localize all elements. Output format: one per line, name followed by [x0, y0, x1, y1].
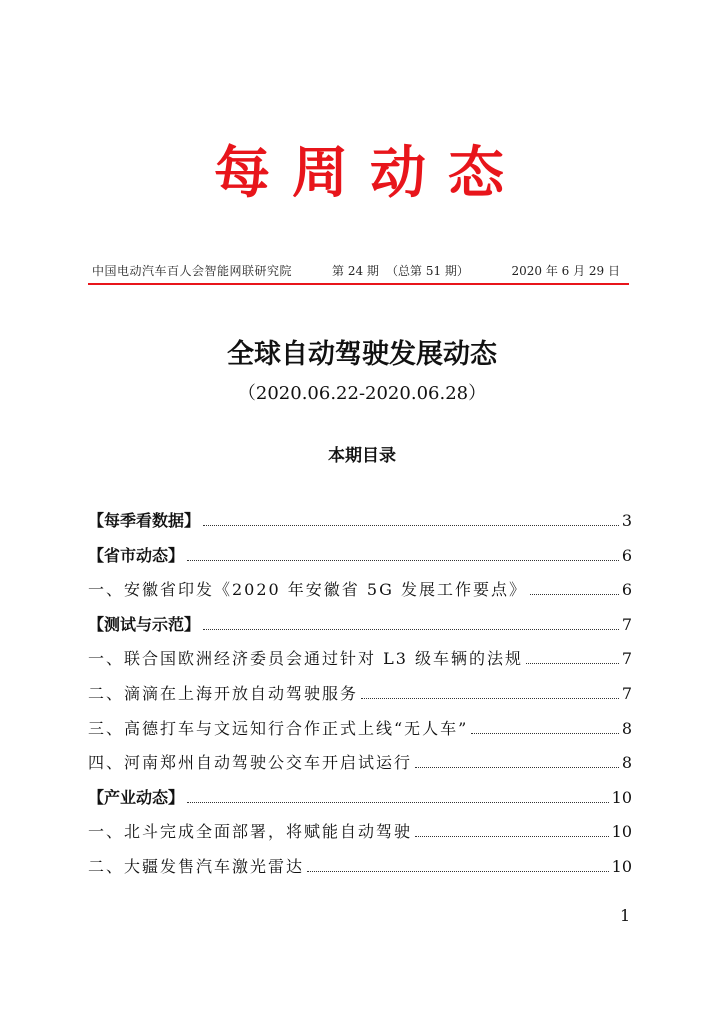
toc-dot-leader: [307, 871, 609, 872]
masthead-divider: [88, 283, 629, 285]
toc-entry-label: 二、滴滴在上海开放自动驾驶服务: [88, 683, 359, 703]
toc-entry-page: 8: [621, 753, 632, 773]
toc-dot-leader: [361, 698, 619, 699]
organization-name: 中国电动汽车百人会智能网联研究院: [92, 264, 293, 278]
toc-entry-label: 【测试与示范】: [88, 614, 201, 634]
toc-entry-page: 7: [621, 614, 632, 634]
toc-entry-label: 三、高德打车与文远知行合作正式上线“无人车”: [88, 718, 469, 738]
document-date-range: （2020.06.22-2020.06.28）: [237, 383, 487, 404]
toc-section-entry[interactable]: [88, 610, 632, 645]
toc-entry-page: 7: [621, 649, 632, 669]
toc-dot-leader: [471, 733, 618, 734]
toc-entry-page: 6: [621, 580, 632, 600]
toc-heading: 本期目录: [328, 446, 396, 466]
toc-entry-label: 【每季看数据】: [88, 511, 201, 530]
document-title: 全球自动驾驶发展动态: [227, 339, 497, 370]
toc-section-entry[interactable]: [88, 506, 632, 541]
toc-item-entry[interactable]: [88, 679, 632, 714]
toc-entry-page: 10: [611, 787, 632, 807]
table-of-contents: [88, 506, 632, 887]
toc-item-entry[interactable]: [88, 575, 632, 610]
toc-dot-leader: [415, 836, 609, 837]
toc-dot-leader: [187, 802, 609, 803]
toc-entry-label: 一、联合国欧洲经济委员会通过针对 L3 级车辆的法规: [88, 649, 523, 669]
total-issue-number: （总第 51 期）: [386, 264, 469, 278]
page-number: 1: [620, 906, 631, 925]
toc-item-entry[interactable]: [88, 748, 632, 783]
toc-section-entry[interactable]: [88, 783, 632, 818]
toc-entry-page: 3: [621, 511, 632, 530]
issue-date: 2020 年 6 月 29 日: [511, 264, 620, 278]
toc-entry-page: 7: [621, 683, 632, 703]
toc-entry-page: 10: [611, 856, 632, 876]
toc-entry-label: 一、北斗完成全面部署，将赋能自动驾驶: [88, 822, 413, 842]
toc-dot-leader: [526, 663, 619, 664]
toc-dot-leader: [187, 560, 619, 561]
toc-entry-page: 8: [621, 718, 632, 738]
toc-item-entry[interactable]: [88, 644, 632, 679]
toc-section-entry[interactable]: [88, 541, 632, 576]
toc-dot-leader: [530, 594, 619, 595]
masthead-title: 每周动态: [214, 140, 526, 206]
toc-entry-label: 四、河南郑州自动驾驶公交车开启试运行: [88, 753, 413, 773]
toc-entry-label: 【产业动态】: [88, 787, 185, 807]
toc-dot-leader: [203, 629, 619, 630]
toc-item-entry[interactable]: [88, 714, 632, 749]
issue-number: 第 24 期: [332, 264, 379, 278]
toc-item-entry[interactable]: [88, 817, 632, 852]
toc-dot-leader: [415, 767, 619, 768]
toc-entry-page: 6: [621, 545, 632, 565]
toc-entry-label: 【省市动态】: [88, 545, 185, 565]
toc-entry-page: 10: [611, 822, 632, 842]
toc-entry-label: 一、安徽省印发《2020 年安徽省 5G 发展工作要点》: [88, 580, 527, 600]
toc-item-entry[interactable]: [88, 852, 632, 887]
masthead-info-row: [92, 262, 628, 280]
toc-dot-leader: [203, 525, 619, 526]
toc-entry-label: 二、大疆发售汽车激光雷达: [88, 856, 305, 876]
